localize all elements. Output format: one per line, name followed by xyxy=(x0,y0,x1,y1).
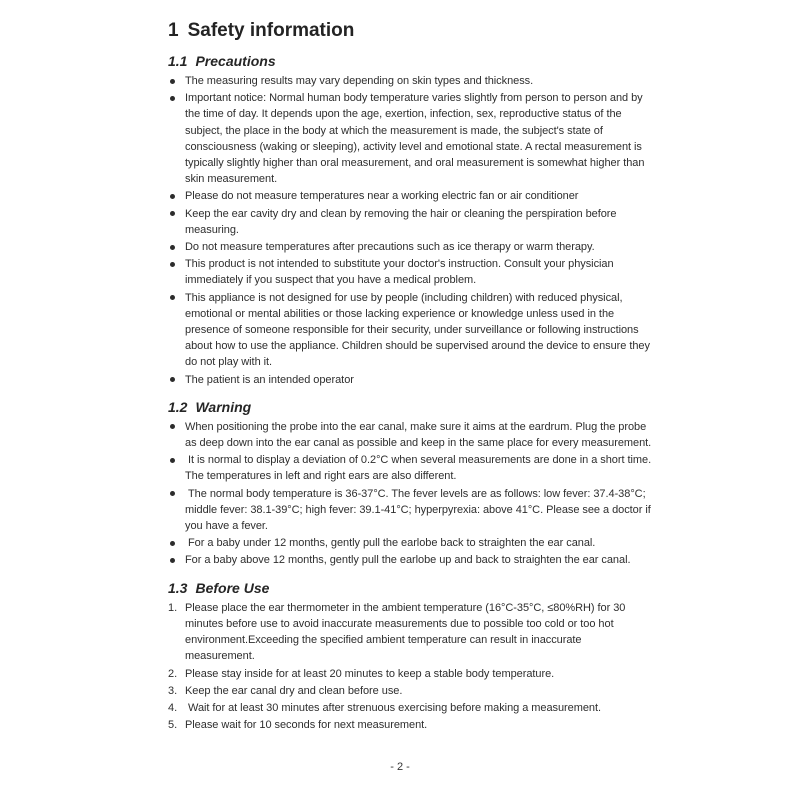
list-item xyxy=(168,206,654,238)
bullet-icon xyxy=(170,194,175,199)
section-heading-before-use xyxy=(168,580,654,597)
section-title: Warning xyxy=(195,398,252,415)
list-item-text: It is normal to display a deviation of 0.2°C when several measurements are done in a short time. The temperatures in left and right ears are also different. xyxy=(185,454,654,483)
page-content xyxy=(168,13,654,734)
list-item-text: This appliance is not designed for use by people (including children) with reduced physical, emotional or mental abilities or those lacking experience or knowledge unless used in the presence of someone responsible for their security, under surveillance or following instructions about how to use the appliance. Children should be supervised around the device to ensure they do not play with it. xyxy=(185,291,653,369)
list-item-text: For a baby above 12 months, gently pull the earlobe up and back to straighten the ear canal. xyxy=(185,554,631,567)
list-item-text: Keep the ear canal dry and clean before use. xyxy=(185,684,403,697)
list-item-text: Please stay inside for at least 20 minutes to keep a stable body temperature. xyxy=(185,667,555,680)
bullet-icon xyxy=(170,458,175,463)
page-title-number: 1 xyxy=(168,20,179,41)
precautions-list xyxy=(168,73,654,388)
bullet-icon xyxy=(170,558,175,563)
list-item xyxy=(168,188,654,204)
list-item-text: When positioning the probe into the ear canal, make sure it aims at the eardrum. Plug the probe as deep down into the ear canal as possible and keep in the same place for every measurement. xyxy=(185,420,652,450)
list-item-text: Please place the ear thermometer in the ambient temperature (16°C-35°C, ≤80%RH) for 30 minutes before use to avoid inaccurate measurements due to possible too cold or too hot environment.Exceeding the specified ambient temperature can result in inaccurate measurement. xyxy=(185,601,629,663)
page-number: - 2 - xyxy=(390,761,410,773)
bullet-icon xyxy=(170,377,175,382)
list-item-text: Wait for at least 30 minutes after strenuous exercising before making a measurement. xyxy=(185,701,601,714)
list-item xyxy=(168,600,654,665)
list-item xyxy=(168,256,654,288)
list-item-number: 1. xyxy=(168,601,178,614)
list-item-text: Important notice: Normal human body temperature varies slightly from person to person and by the time of day. It depends upon the age, exertion, infection, sex, reproductive status of the subject, the place in the body at which the measurement is made, the subject's state of consciousness (waking or sleeping), activity level and emotional state. A rectal measurement is typically slightly higher than oral measurement, and oral measurement is somewhat higher than skin measurement. xyxy=(185,92,648,186)
bullet-icon xyxy=(170,245,175,250)
section-heading-warning xyxy=(168,399,654,416)
list-item-text: For a baby under 12 months, gently pull the earlobe back to straighten the ear canal. xyxy=(185,537,596,550)
list-item xyxy=(168,452,654,484)
list-item xyxy=(168,700,654,716)
section-number: 1.2 xyxy=(168,398,188,415)
list-item xyxy=(168,717,654,733)
list-item-text: The measuring results may vary depending on skin types and thickness. xyxy=(185,75,534,87)
list-item xyxy=(168,666,654,682)
list-item-number: 4. xyxy=(168,701,178,714)
list-item-text: Keep the ear cavity dry and clean by removing the hair or cleaning the perspiration before measuring. xyxy=(185,207,620,236)
list-item xyxy=(168,73,654,89)
bullet-icon xyxy=(170,96,175,101)
bullet-icon xyxy=(170,424,175,429)
list-item xyxy=(168,290,654,371)
section-heading-precautions xyxy=(168,53,654,70)
list-item xyxy=(168,552,654,568)
bullet-icon xyxy=(170,262,175,267)
list-item-text: Do not measure temperatures after precautions such as ice therapy or warm therapy. xyxy=(185,241,595,254)
list-item-number: 3. xyxy=(168,684,178,697)
list-item xyxy=(168,239,654,255)
page-title xyxy=(168,20,654,42)
page-title-text: Safety information xyxy=(187,20,355,41)
section-title: Precautions xyxy=(195,53,276,69)
bullet-icon xyxy=(170,541,175,546)
list-item xyxy=(168,419,654,451)
list-item xyxy=(168,486,654,535)
list-item-text: Please wait for 10 seconds for next measurement. xyxy=(185,719,428,732)
list-item-text: The patient is an intended operator xyxy=(185,373,354,386)
list-item xyxy=(168,683,654,699)
bullet-icon xyxy=(170,211,175,216)
list-item xyxy=(168,90,654,187)
section-title: Before Use xyxy=(195,579,270,596)
list-item-text: The normal body temperature is 36-37°C. The fever levels are as follows: low fever: 37.4-38°C; middle fever: 38.1-39°C; high fever: 39.1-41°C; hyperpyrexia: above 41°C. Please see a doctor if you have a fever. xyxy=(185,487,654,533)
bullet-icon xyxy=(170,491,175,496)
before-use-list xyxy=(168,600,654,734)
warning-list xyxy=(168,419,654,569)
list-item-text: This product is not intended to substitute your doctor's instruction. Consult your physician immediately if you suspect that you have a medical problem. xyxy=(185,258,617,287)
list-item-text: Please do not measure temperatures near a working electric fan or air conditioner xyxy=(185,190,579,203)
section-number: 1.1 xyxy=(168,53,188,69)
section-number: 1.3 xyxy=(168,579,188,596)
list-item xyxy=(168,535,654,551)
bullet-icon xyxy=(170,295,175,300)
list-item-number: 2. xyxy=(168,667,178,680)
list-item-number: 5. xyxy=(168,719,178,732)
bullet-icon xyxy=(170,79,175,84)
list-item xyxy=(168,372,654,388)
